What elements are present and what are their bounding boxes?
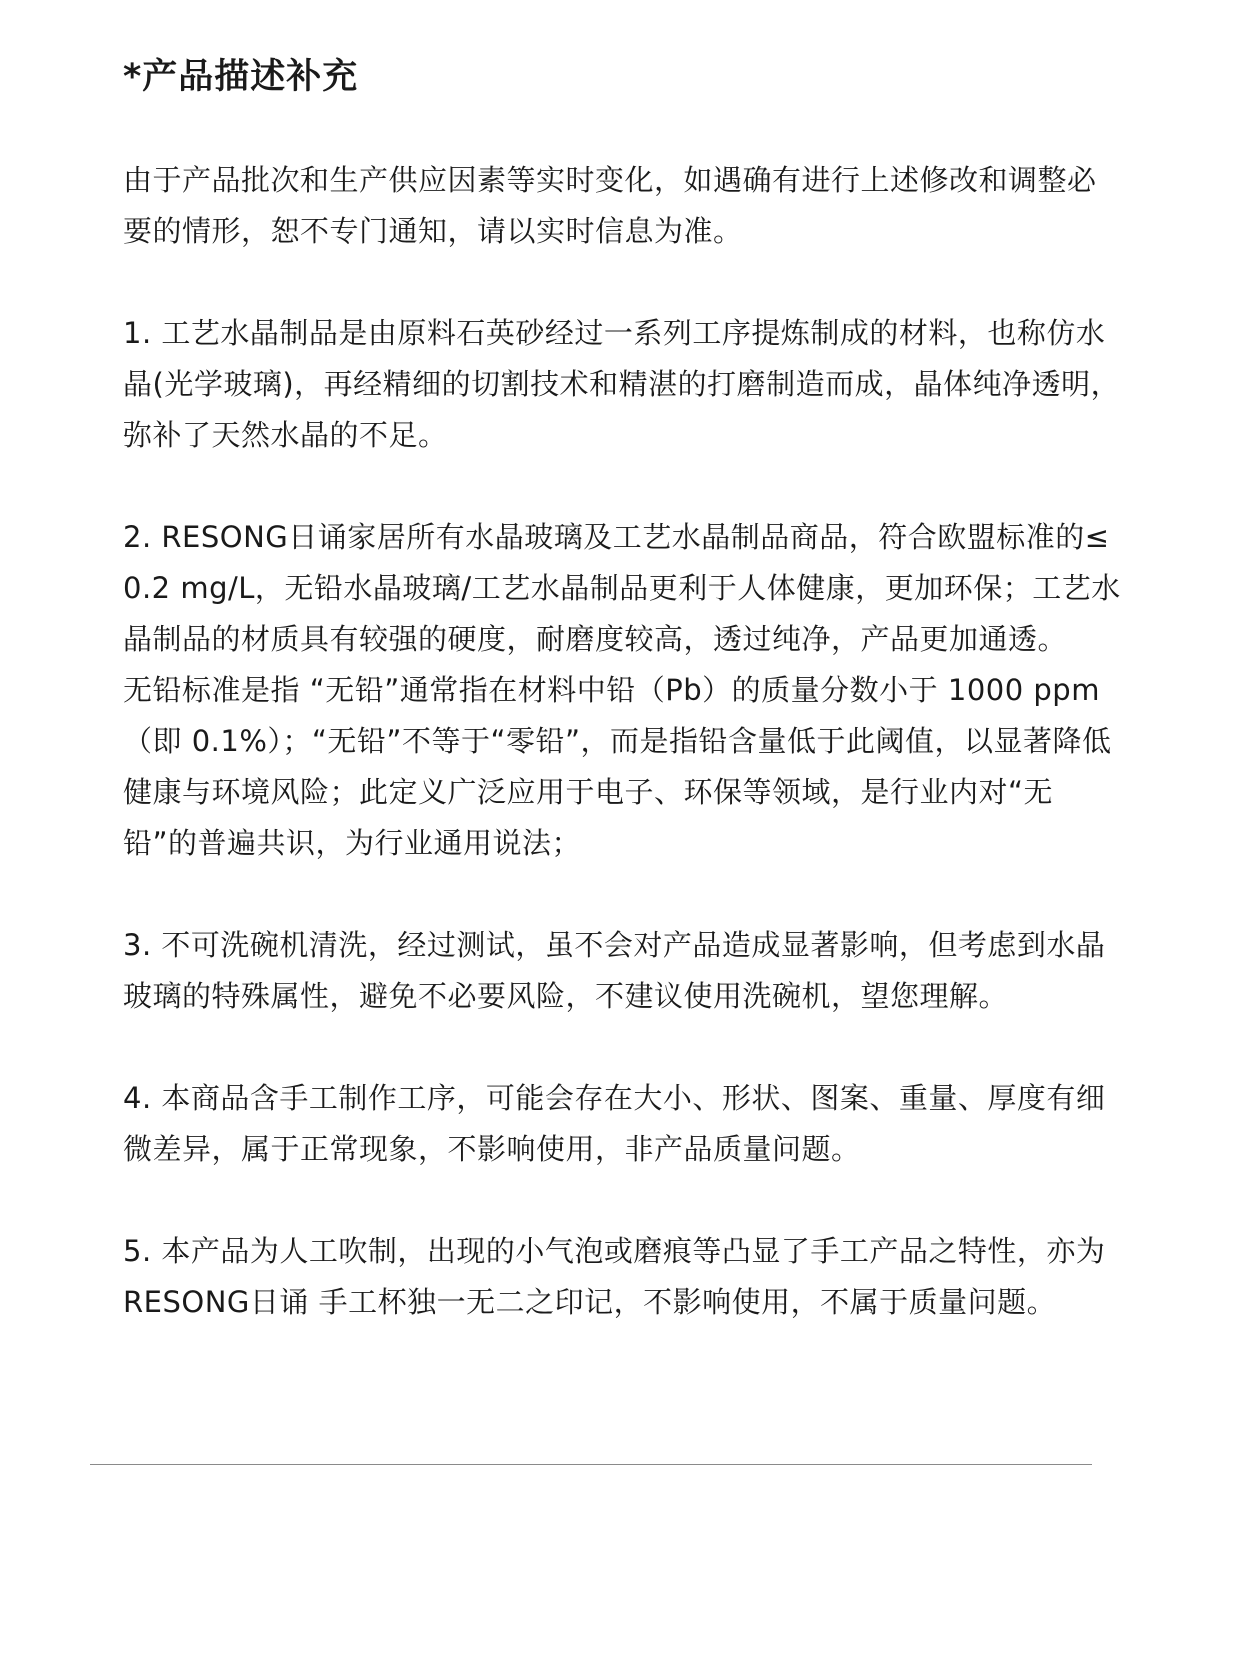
spacer	[123, 257, 1123, 308]
bottom-divider	[90, 1464, 1092, 1465]
spacer	[123, 1175, 1123, 1226]
intro-paragraph: 由于产品批次和生产供应因素等实时变化，如遇确有进行上述修改和调整必要的情形，恕不专门通知，请以实时信息为准。	[123, 163, 1097, 248]
point-1: 1. 工艺水晶制品是由原料石英砂经过一系列工序提炼制成的材料，也称仿水晶(光学玻璃)，再经精细的切割技术和精湛的打磨制造而成，晶体纯净透明，弥补了天然水晶的不足。	[123, 316, 1121, 452]
spacer	[123, 461, 1123, 512]
point-4: 4. 本商品含手工制作工序，可能会存在大小、形状、图案、重量、厚度有细微差异，属于正常现象，不影响使用，非产品质量问题。	[123, 1081, 1106, 1166]
point-5: 5. 本产品为人工吹制，出现的小气泡或磨痕等凸显了手工产品之特性，亦为RESONG日诵 手工杯独一无二之印记，不影响使用，不属于质量问题。	[123, 1234, 1106, 1319]
page-title: *产品描述补充	[123, 57, 359, 97]
description-document	[123, 44, 1123, 1328]
lead-free-note: 无铅标准是指 “无铅”通常指在材料中铅（Pb）的质量分数小于 1000 ppm（即 0.1%）；“无铅”不等于“零铅”，而是指铅含量低于此阈值，以显著降低健康与环境风险；此定义广泛应用于电子、环保等领域，是行业内对“无铅”的普遍共识，为行业通用说法；	[123, 673, 1112, 860]
spacer	[123, 1022, 1123, 1073]
point-3: 3. 不可洗碗机清洗，经过测试，虽不会对产品造成显著影响，但考虑到水晶玻璃的特殊属性，避免不必要风险，不建议使用洗碗机，望您理解。	[123, 928, 1106, 1013]
point-2: 2. RESONG日诵家居所有水晶玻璃及工艺水晶制品商品，符合欧盟标准的≤ 0.2 mg/L，无铅水晶玻璃/工艺水晶制品更利于人体健康，更加环保；工艺水晶制品的材质具有较强的硬度，耐磨度较高，透过纯净，产品更加通透。	[123, 520, 1121, 656]
spacer	[123, 869, 1123, 920]
